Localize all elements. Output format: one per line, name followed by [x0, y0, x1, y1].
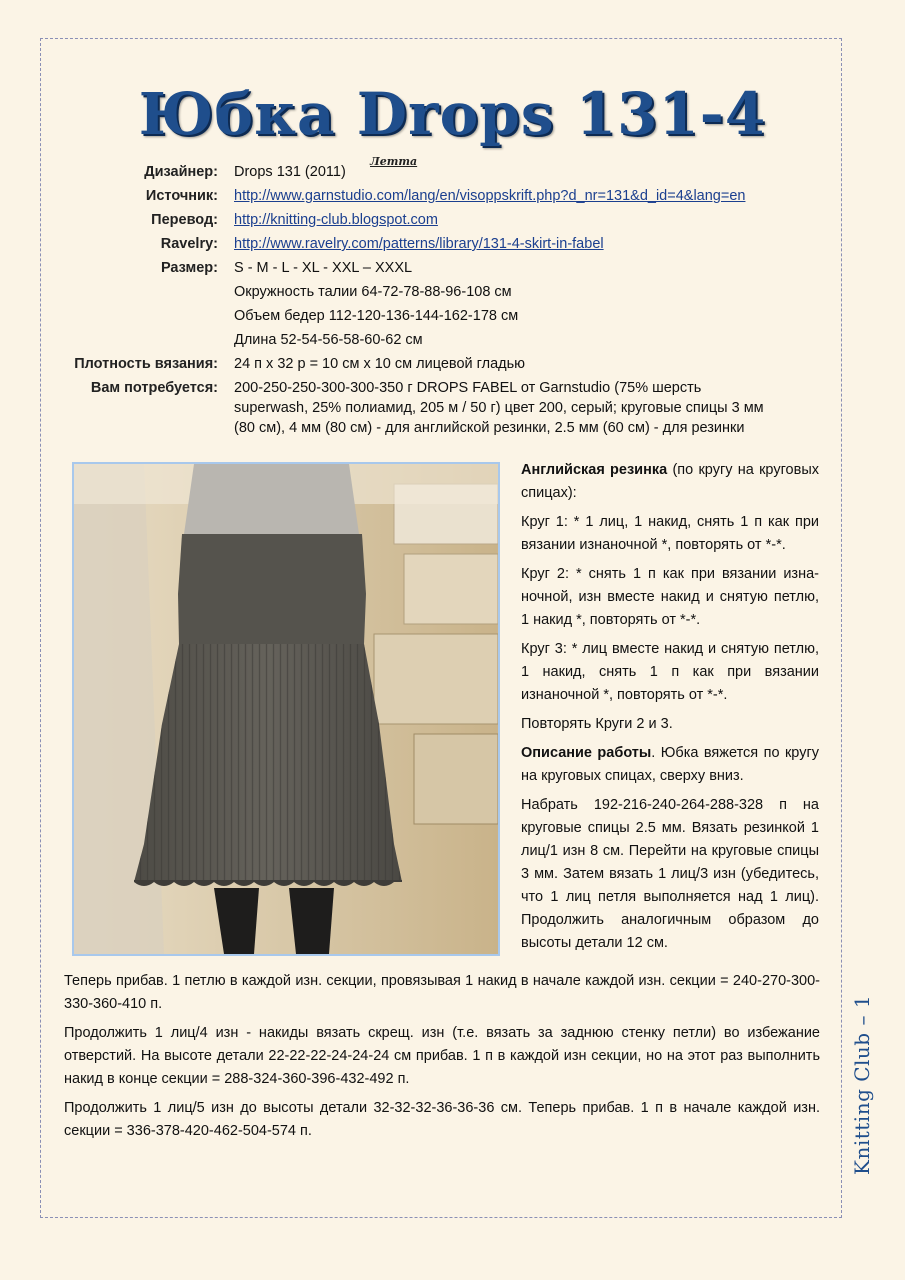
- cast-on-paragraph: Набрать 192-216-240-264-288-328 п на круговые спицы 2.5 мм. Вязать резинкой 1 лиц/1 изн 8 см. Перейти на круговые спицы 3 мм. Затем вязать 1 лиц/3 изн (убедитесь, что 1 лиц петля выполняется над 1 лиц). Продолжить аналогичным образом до высоты детали 12 см.: [521, 797, 819, 951]
- description-intro: [521, 742, 819, 788]
- ravelry-link[interactable]: http://www.ravelry.com/patterns/library/131-4-skirt-in-fabel: [234, 236, 604, 252]
- gauge-value: 24 п х 32 р = 10 см х 10 см лицевой гладью: [234, 356, 526, 372]
- right-leg: [289, 888, 334, 954]
- designer-value: Drops 131 (2011): [234, 164, 346, 180]
- materials-label: Вам потребуется:: [90, 380, 218, 396]
- side-label: Knitting Club – 1: [850, 994, 874, 1175]
- skirt-photo: [72, 462, 500, 956]
- source-label: Источник:: [145, 188, 218, 204]
- materials-line: 200-250-250-300-300-350 г DROPS FABEL от Garnstudio (75% шерсть: [234, 380, 702, 396]
- designer-row: [40, 160, 830, 184]
- round-3: Круг 3: * лиц вместе накид и снятую петлю, 1 накид, снять 1 п как при вязании изнаночной *, повторять от *-*.: [521, 641, 819, 703]
- gauge-label: Плотность вязания:: [74, 356, 218, 372]
- paragraph-1: Теперь прибав. 1 петлю в каждой изн. секции, провязывая 1 накид в начале каждой изн. секции = 240-270-300-330-360-410 п.: [64, 973, 820, 1012]
- translation-link[interactable]: http://knitting-club.blogspot.com: [234, 212, 438, 228]
- size-line: Окружность талии 64-72-78-88-96-108 см: [234, 284, 512, 300]
- english-rib-column: [521, 459, 819, 961]
- source-link[interactable]: http://www.garnstudio.com/lang/en/visoppskrift.php?d_nr=131&d_id=4&lang=en: [234, 188, 746, 204]
- description-title: Описание работы: [521, 745, 652, 761]
- size-line: Длина 52-54-56-58-60-62 см: [234, 332, 423, 348]
- source-row: [40, 184, 830, 208]
- size-label: Размер:: [160, 260, 218, 276]
- repeat-note: Повторять Круги 2 и 3.: [521, 716, 673, 732]
- materials-line: superwash, 25% полиамид, 205 м / 50 г) цвет 200, серый; круговые спицы 3 мм: [234, 400, 764, 416]
- paragraph-3: Продолжить 1 лиц/5 изн до высоты детали 32-32-32-36-36-36 см. Теперь прибав. 1 п в начале каждой изн. секции = 336-378-420-462-504-574 п.: [64, 1100, 820, 1139]
- translation-label: Перевод:: [151, 212, 218, 228]
- title-main: Юбка Drops: [138, 80, 555, 148]
- english-rib-intro: [521, 459, 819, 505]
- paragraph-2: Продолжить 1 лиц/4 изн - накиды вязать скрещ. изн (т.е. вязать за заднюю стенку петли) во избежание отверстий. На высоте детали 22-22-22-24-24-24 см прибав. 1 п в каждой изн секции, но на этот раз выполнить накид в конце секции = 288-324-360-396-432-492 п.: [64, 1025, 820, 1087]
- gauge-row: [40, 352, 830, 376]
- signature: Летта: [370, 155, 418, 168]
- gray-top: [184, 464, 359, 534]
- materials-row: [40, 376, 830, 438]
- info-table: [40, 160, 830, 438]
- designer-label: Дизайнер:: [144, 164, 218, 180]
- translation-row: [40, 208, 830, 232]
- size-row: [40, 256, 830, 352]
- bottom-text: [64, 970, 820, 1149]
- skirt-waistband: [178, 534, 366, 644]
- description-rest: . Юбка вяжется по кругу на круговых спицах, сверху вниз.: [521, 745, 819, 784]
- ravelry-label: Ravelry:: [160, 236, 218, 252]
- page-title: [0, 80, 905, 148]
- round-1: Круг 1: * 1 лиц, 1 накид, снять 1 п как при вязании изнаночной *, повторять от *-*.: [521, 514, 819, 553]
- english-rib-title: Английская резинка: [521, 462, 668, 478]
- size-line: Объем бедер 112-120-136-144-162-178 см: [234, 308, 519, 324]
- round-2: Круг 2: * снять 1 п как при вязании изнаночной, изн вместе накид и снятую петлю, 1 накид *, повторять от *-*.: [521, 566, 819, 628]
- title-number: 131-4: [575, 80, 767, 148]
- size-line: S - M - L - XL - XXL – XXXL: [234, 260, 413, 276]
- materials-line: (80 см), 4 мм (80 см) - для английской резинки, 2.5 мм (60 см) - для резинки: [234, 420, 745, 436]
- skirt-illustration: [74, 464, 498, 954]
- ravelry-row: [40, 232, 830, 256]
- english-rib-rest: (по кругу на круговых спицах):: [521, 462, 819, 501]
